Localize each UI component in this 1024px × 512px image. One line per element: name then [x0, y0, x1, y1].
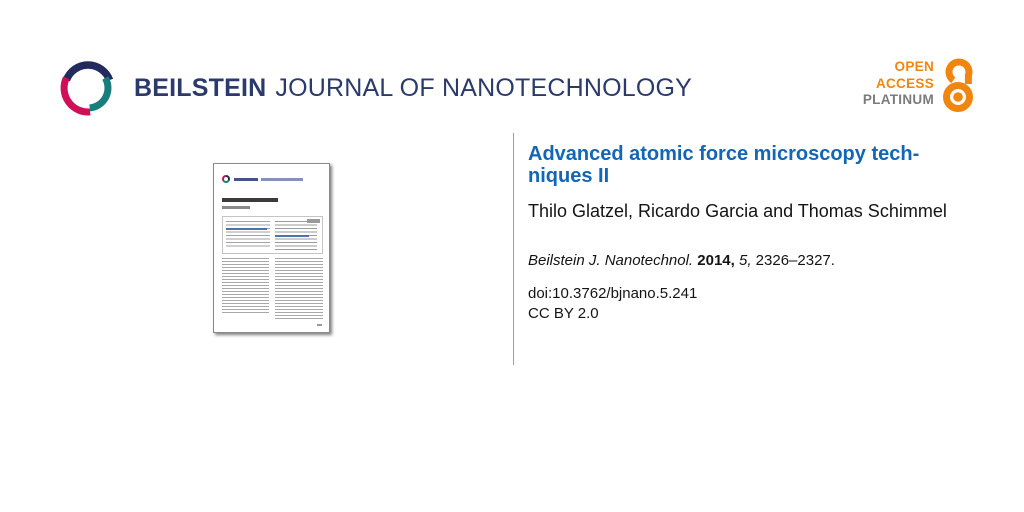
thumbnail-abstract-left-column [226, 221, 270, 247]
thumbnail-author-bar [222, 206, 250, 209]
citation-pages: 2326–2327. [755, 252, 835, 269]
thumbnail-journal-name-bar-light [261, 178, 303, 181]
thumbnail-corner-badge [307, 219, 320, 223]
citation-volume: 5, [738, 252, 756, 269]
beilstein-swirl-icon [56, 56, 120, 120]
open-access-badge [858, 56, 978, 112]
thumbnail-link-bar [226, 228, 267, 230]
thumbnail-link-bar-2 [275, 235, 309, 237]
content-divider [513, 133, 514, 365]
oa-open-label: OPEN [894, 59, 934, 75]
open-access-labels [858, 59, 934, 109]
thumbnail-journal-logo-icon [222, 175, 230, 183]
brand-name-bold: BEILSTEIN [134, 74, 267, 102]
title-line-1: Advanced atomic force microscopy tech- [528, 143, 920, 165]
title-line-2: niques II [528, 164, 610, 187]
brand-name-rest: JOURNAL OF NANOTECHNOLOGY [275, 74, 692, 102]
brand-wordmark [134, 57, 692, 120]
thumbnail-journal-name-bar [234, 178, 258, 181]
oa-access-label: ACCESS [875, 75, 934, 91]
thumbnail-title-bar [222, 198, 278, 202]
article-authors: Thilo Glatzel, Ricardo Garcia and Thomas Schimmel [528, 201, 947, 221]
thumbnail-abstract-box [222, 216, 323, 254]
citation-journal: Beilstein J. Nanotechnol. [528, 252, 698, 269]
thumbnail-page-number [317, 324, 322, 326]
thumbnail-body-left-column [222, 258, 269, 315]
article-license: CC BY 2.0 [528, 305, 599, 322]
citation-year: 2014, [697, 252, 739, 269]
article-doi: doi:10.3762/bjnano.5.241 [528, 285, 698, 302]
open-lock-icon [938, 56, 978, 112]
article-title [528, 144, 988, 187]
paper-thumbnail [213, 163, 330, 333]
oa-platinum-label: PLATINUM [862, 92, 934, 108]
article-citation [528, 252, 988, 269]
thumbnail-body-right-column [275, 258, 323, 321]
